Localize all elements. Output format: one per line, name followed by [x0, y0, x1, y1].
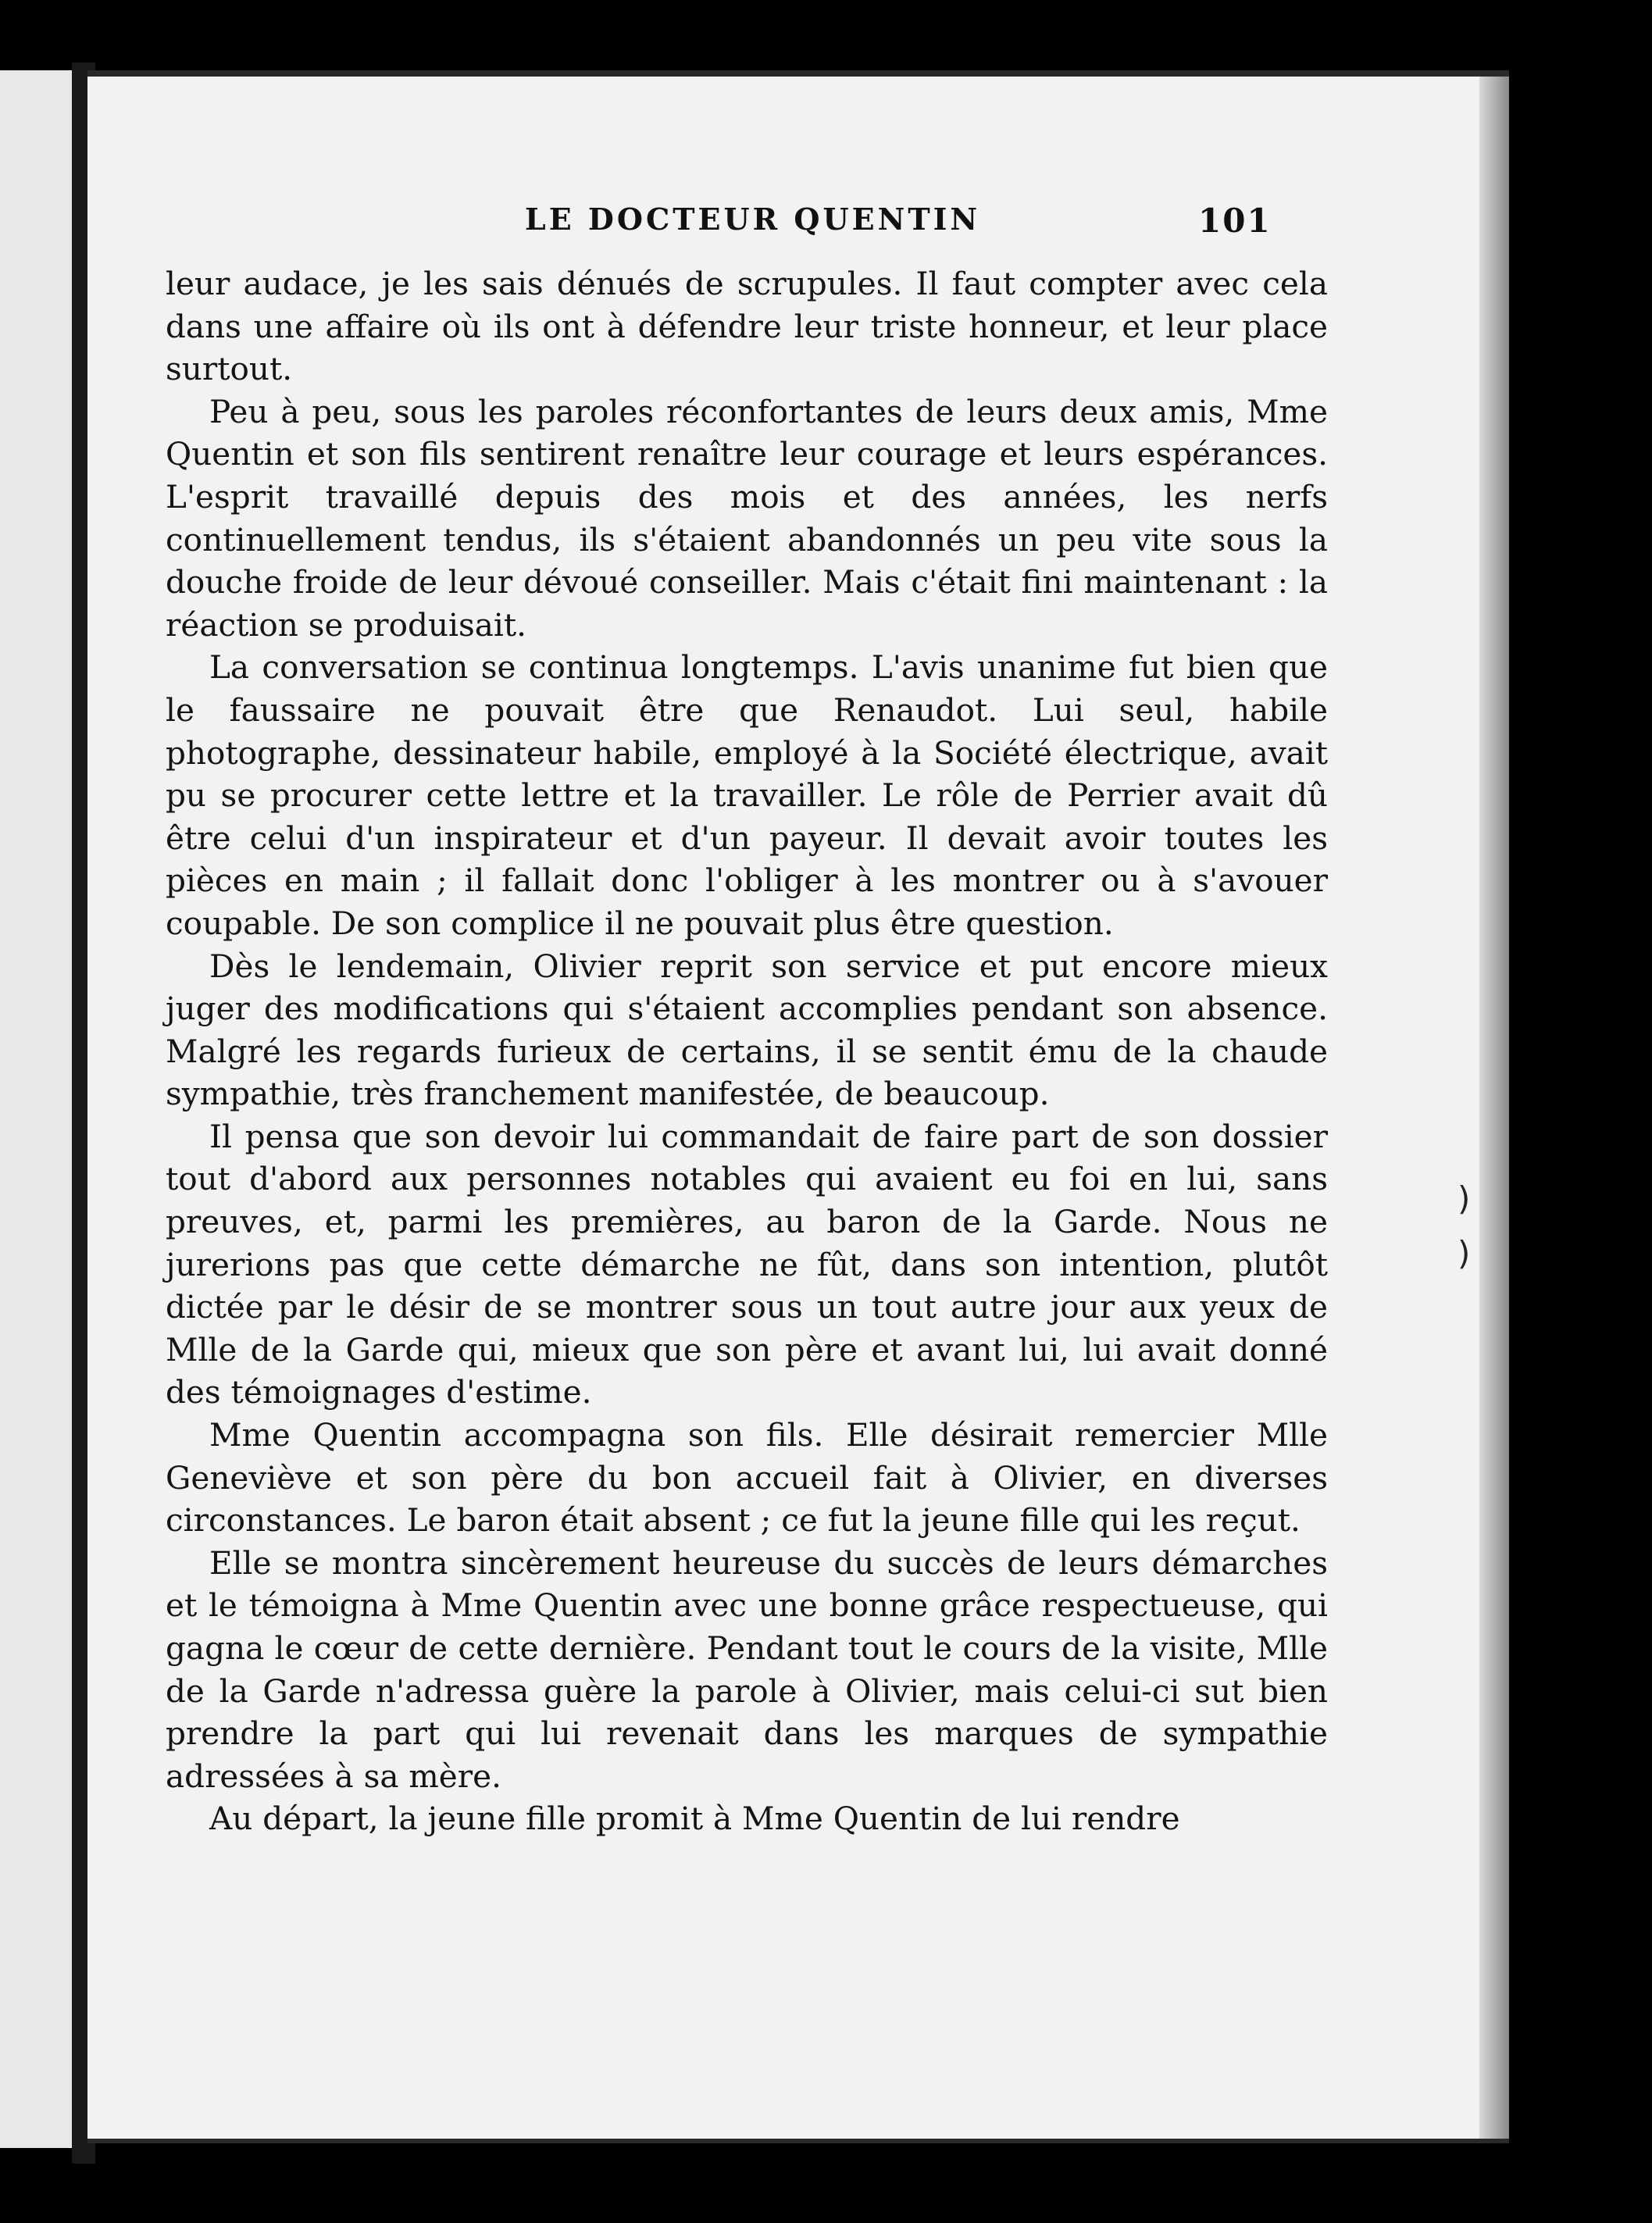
margin-mark: ): [1458, 1179, 1471, 1218]
page-number: 101: [1198, 202, 1272, 240]
paragraph: Il pensa que son devoir lui commandait de faire part de son dossier tout d'abord aux personnes notables qui avaient eu foi en lui, sans preuves, et, parmi les premières, au baron de la Garde. Nous ne jurerions pas que cette démarche ne fût, dans son intention, plutôt dictée par le désir de se montrer sous un tout autre jour aux yeux de Mlle de la Garde qui, mieux que son père et avant lui, lui avait donné des témoignages d'estime.: [166, 1117, 1328, 1411]
facing-page-edge: [0, 70, 77, 2148]
book-page: [87, 70, 1509, 2143]
paragraph: Elle se montra sincèrement heureuse du succès de leurs démarches et le témoigna à Mme Quentin avec une bonne grâce respectueuse, qui gagna le cœur de cette dernière. Pendant tout le cours de la visite, Mlle de la Garde n'adressa guère la parole à Olivier, mais celui-ci sut bien prendre la part qui lui revenait dans les marques de sympathie adressées à sa mère.: [166, 1543, 1328, 1795]
running-title: LE DOCTEUR QUENTIN: [525, 202, 981, 237]
paragraph: Dès le lendemain, Olivier reprit son service et put encore mieux juger des modifications qui s'étaient accomplies pendant son absence. Malgré les regards furieux de certains, il se sentit ému de la chaude sympathie, très franchement manifestée, de beaucoup.: [166, 947, 1328, 1113]
margin-marks: [1458, 1172, 1470, 1281]
paragraph: Mme Quentin accompagna son fils. Elle désirait remercier Mlle Geneviève et son père du bon accueil fait à Olivier, en diverses circonstances. Le baron était absent ; ce fut la jeune fille qui les reçut.: [166, 1416, 1328, 1540]
scan-background: [1509, 86, 1652, 2132]
page-edge-shadow: [1479, 77, 1509, 2139]
paragraph: La conversation se continua longtemps. L'avis unanime fut bien que le faussaire ne pouvait être que Renaudot. Lui seul, habile photographe, dessinateur habile, employé à la Société électrique, avait pu se procurer cette lettre et la travailler. Le rôle de Perrier avait dû être celui d'un inspirateur et d'un payeur. Il devait avoir toutes les pièces en main ; il fallait donc l'obliger à les montrer ou à s'avouer coupable. De son complice il ne pouvait plus être question.: [166, 648, 1328, 942]
margin-mark: ): [1458, 1234, 1471, 1272]
body-text: [166, 262, 1328, 1840]
paragraph: leur audace, je les sais dénués de scrupules. Il faut compter avec cela dans une affaire où ils ont à défendre leur triste honneur, et leur place surtout.: [166, 265, 1328, 388]
paragraph: Au départ, la jeune fille promit à Mme Quentin de lui rendre: [209, 1800, 1180, 1838]
paragraph: Peu à peu, sous les paroles réconfortantes de leurs deux amis, Mme Quentin et son fils sentirent renaître leur courage et leurs espérances. L'esprit travaillé depuis des mois et des années, les nerfs continuellement tendus, ils s'étaient abandonnés un peu vite sous la douche froide de leur dévoué conseiller. Mais c'était fini maintenant : la réaction se produisait.: [166, 392, 1328, 644]
